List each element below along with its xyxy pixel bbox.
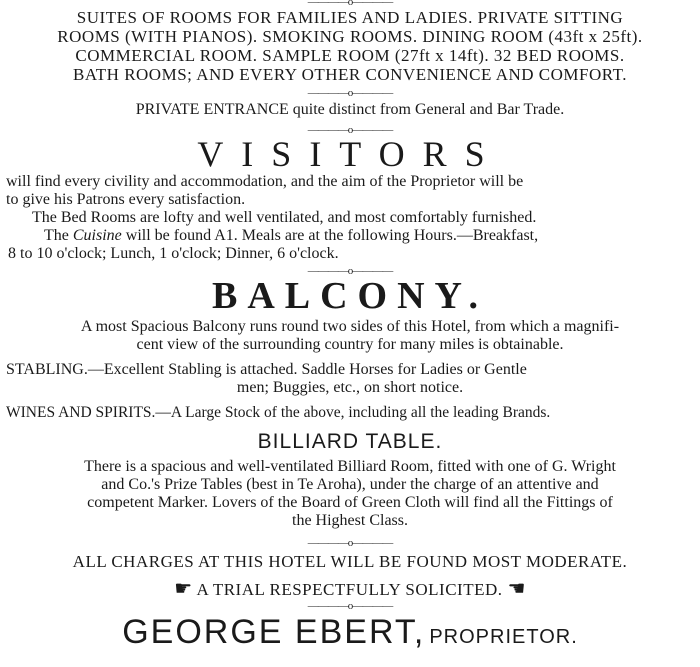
header-line-1: SUITES OF ROOMS FOR FAMILIES AND LADIES. PRIVATE SITTING — [76, 8, 624, 27]
visitors-line-1: will find every civility and accommodation, and the aim of the Proprietor will be — [6, 173, 524, 190]
header-line-4: BATH ROOMS; AND EVERY OTHER CONVENIENCE AND COMFORT. — [73, 65, 627, 84]
visitors-line-5: 8 to 10 o'clock; Lunch, 1 o'clock; Dinner, 6 o'clock. — [8, 245, 339, 262]
proprietor-name: GEORGE EBERT, — [122, 613, 426, 651]
header-line-3: COMMERCIAL ROOM. SAMPLE ROOM (27ft x 14ft). 32 BED ROOMS. — [75, 46, 625, 65]
visitors-line-4 — [44, 227, 694, 245]
separator: ————o———— — [307, 0, 393, 8]
balcony-line-2: cent view of the surrounding country for many miles is obtainable. — [136, 336, 564, 353]
billiard-heading: BILLIARD TABLE. — [257, 430, 443, 453]
pointing-hand-icon: ☛ — [174, 578, 193, 600]
stabling-line-2: men; Buggies, etc., on short notice. — [236, 379, 464, 396]
header-line-2: ROOMS (WITH PIANOS). SMOKING ROOMS. DINING ROOM (43ft x 25ft). — [57, 27, 643, 46]
charges-text: ALL CHARGES AT THIS HOTEL WILL BE FOUND MOST MODERATE. — [72, 552, 628, 571]
billiard-line-4: the Highest Class. — [292, 512, 408, 529]
balcony-heading: BALCONY. — [211, 275, 489, 317]
billiard-line-3: competent Marker. Lovers of the Board of Green Cloth will find all the Fittings of — [87, 494, 613, 511]
separator: ————o———— — [307, 265, 393, 277]
pointing-hand-icon: ☛ — [507, 578, 526, 600]
visitors-heading: VISITORS — [197, 134, 503, 174]
billiard-line-2: and Co.'s Prize Tables (best in Te Aroha), under the charge of an attentive and — [101, 476, 599, 493]
private-entrance-text: PRIVATE ENTRANCE quite distinct from General and Bar Trade. — [135, 101, 565, 118]
visitors-line-4-pre: The — [44, 227, 73, 244]
wines-text: WINES AND SPIRITS.—A Large Stock of the above, including all the leading Brands. — [6, 404, 551, 421]
billiard-line-1: There is a spacious and well-ventilated Billiard Room, fitted with one of G. Wright — [84, 458, 616, 475]
separator: ————o———— — [307, 537, 393, 549]
trial-line — [0, 576, 700, 601]
proprietor-title: PROPRIETOR. — [429, 626, 578, 648]
balcony-line-1: A most Spacious Balcony runs round two sides of this Hotel, from which a magnifi- — [80, 318, 620, 335]
visitors-line-3: The Bed Rooms are lofty and well ventilated, and most comfortably furnished. — [32, 209, 537, 226]
stabling-line-1: STABLING.—Excellent Stabling is attached. Saddle Horses for Ladies or Gentle — [6, 361, 527, 378]
visitors-line-4-post: will be found A1. Meals are at the following Hours.—Breakfast, — [121, 227, 539, 244]
trial-text: A TRIAL RESPECTFULLY SOLICITED. — [196, 580, 503, 599]
signature — [0, 613, 700, 652]
cuisine-word: Cuisine — [72, 227, 122, 244]
separator: ————o———— — [307, 124, 393, 136]
visitors-line-2: to give his Patrons every satisfaction. — [6, 191, 246, 208]
separator: ————o———— — [307, 87, 393, 99]
separator: ————o———— — [307, 600, 393, 612]
